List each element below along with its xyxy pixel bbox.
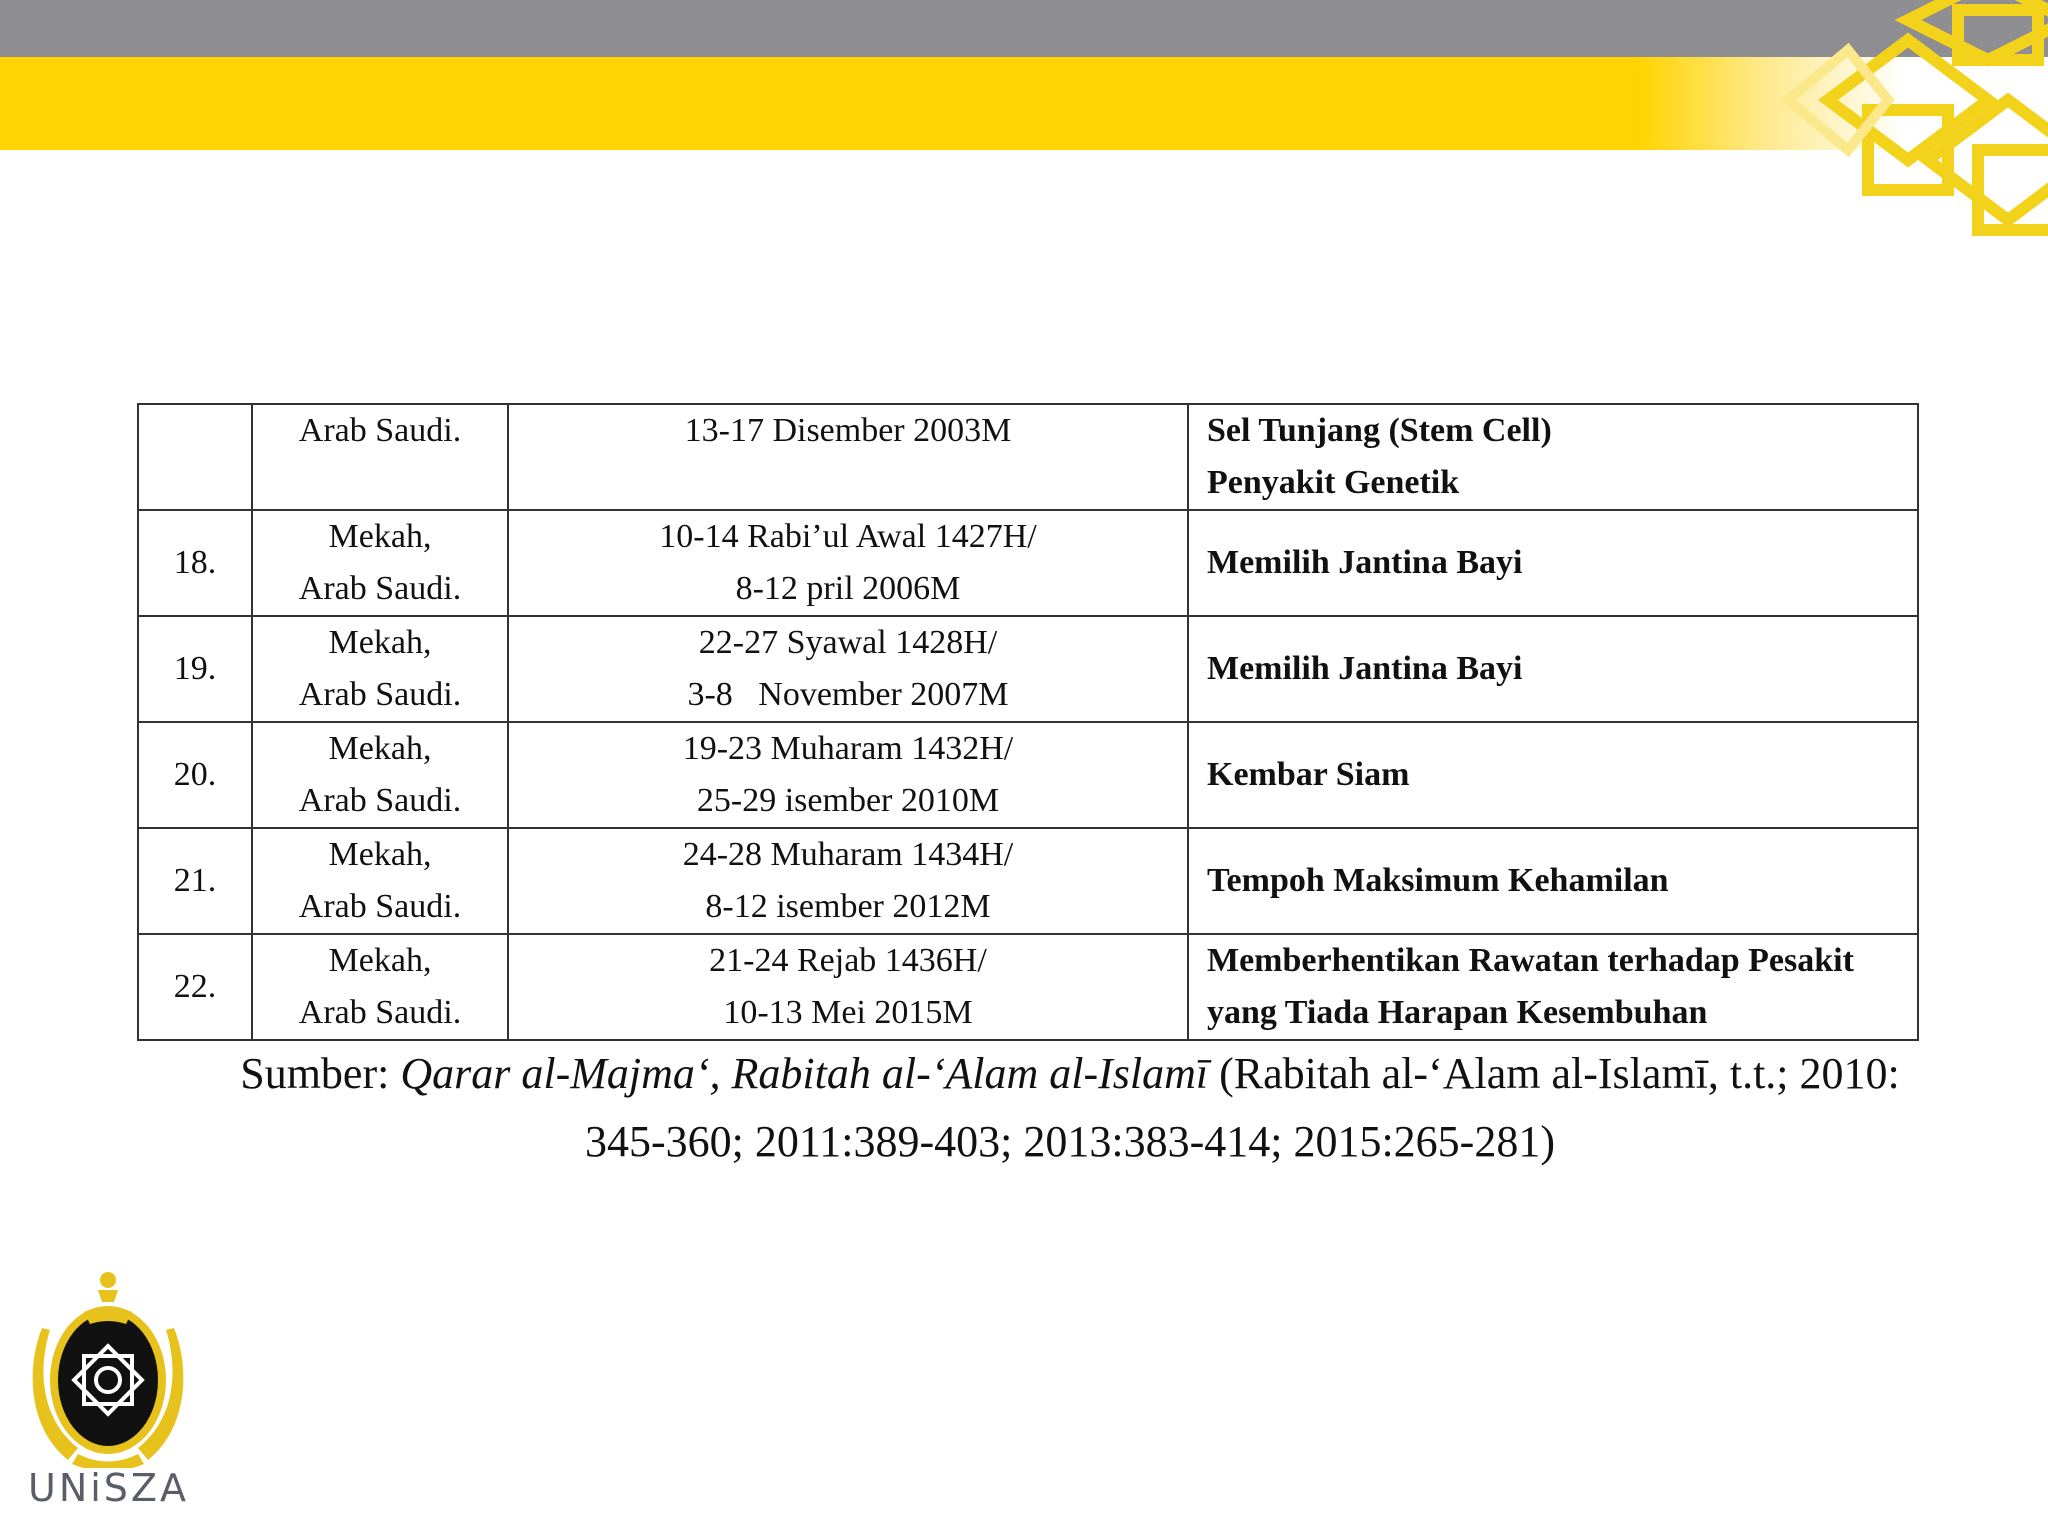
row-number: 20. [138, 722, 252, 828]
row-place: Mekah, Arab Saudi. [252, 828, 508, 934]
header-gray-band [0, 0, 2048, 57]
row-number [138, 404, 252, 510]
source-pages: 345-360; 2011:389-403; 2013:383-414; 2015:265-281) [585, 1117, 1555, 1166]
row-topic: Sel Tunjang (Stem Cell) Penyakit Genetik [1188, 404, 1918, 510]
table-row [138, 934, 1918, 1040]
source-title: Qarar al-Majma‘, Rabitah al-‘Alam al-Islamī [400, 1049, 1209, 1098]
geometric-corner-ornament [1748, 0, 2048, 320]
row-date: 22-27 Syawal 1428H/ 3-8 November 2007M [508, 616, 1188, 722]
row-topic: Memberhentikan Rawatan terhadap Pesakit yang Tiada Harapan Kesembuhan [1188, 934, 1918, 1040]
row-date: 13-17 Disember 2003M [508, 404, 1188, 510]
source-citation [160, 1040, 1980, 1176]
header-yellow-band [0, 57, 2048, 150]
row-place: Mekah, Arab Saudi. [252, 510, 508, 616]
row-place: Mekah, Arab Saudi. [252, 934, 508, 1040]
row-number: 18. [138, 510, 252, 616]
row-number: 22. [138, 934, 252, 1040]
row-date: 21-24 Rejab 1436H/ 10-13 Mei 2015M [508, 934, 1188, 1040]
row-place: Mekah, Arab Saudi. [252, 722, 508, 828]
row-topic: Memilih Jantina Bayi [1188, 510, 1918, 616]
row-date: 24-28 Muharam 1434H/ 8-12 isember 2012M [508, 828, 1188, 934]
row-topic: Memilih Jantina Bayi [1188, 616, 1918, 722]
table-row [138, 404, 1918, 510]
row-topic: Kembar Siam [1188, 722, 1918, 828]
row-date: 19-23 Muharam 1432H/ 25-29 isember 2010M [508, 722, 1188, 828]
row-place: Mekah, Arab Saudi. [252, 616, 508, 722]
row-number: 21. [138, 828, 252, 934]
source-details: (Rabitah al-‘Alam al-Islamī, t.t.; 2010: [1208, 1049, 1900, 1098]
table-row [138, 722, 1918, 828]
row-number: 19. [138, 616, 252, 722]
unisza-logo [28, 1268, 188, 1520]
fatwa-table [137, 403, 1919, 1041]
row-date: 10-14 Rabi’ul Awal 1427H/ 8-12 pril 2006M [508, 510, 1188, 616]
table-row [138, 828, 1918, 934]
source-prefix: Sumber: [240, 1049, 401, 1098]
university-crest-icon [28, 1268, 188, 1468]
row-topic: Tempoh Maksimum Kehamilan [1188, 828, 1918, 934]
table-row [138, 510, 1918, 616]
row-place: Arab Saudi. [252, 404, 508, 510]
table-row [138, 616, 1918, 722]
logo-wordmark: UNiSZA [28, 1466, 189, 1510]
